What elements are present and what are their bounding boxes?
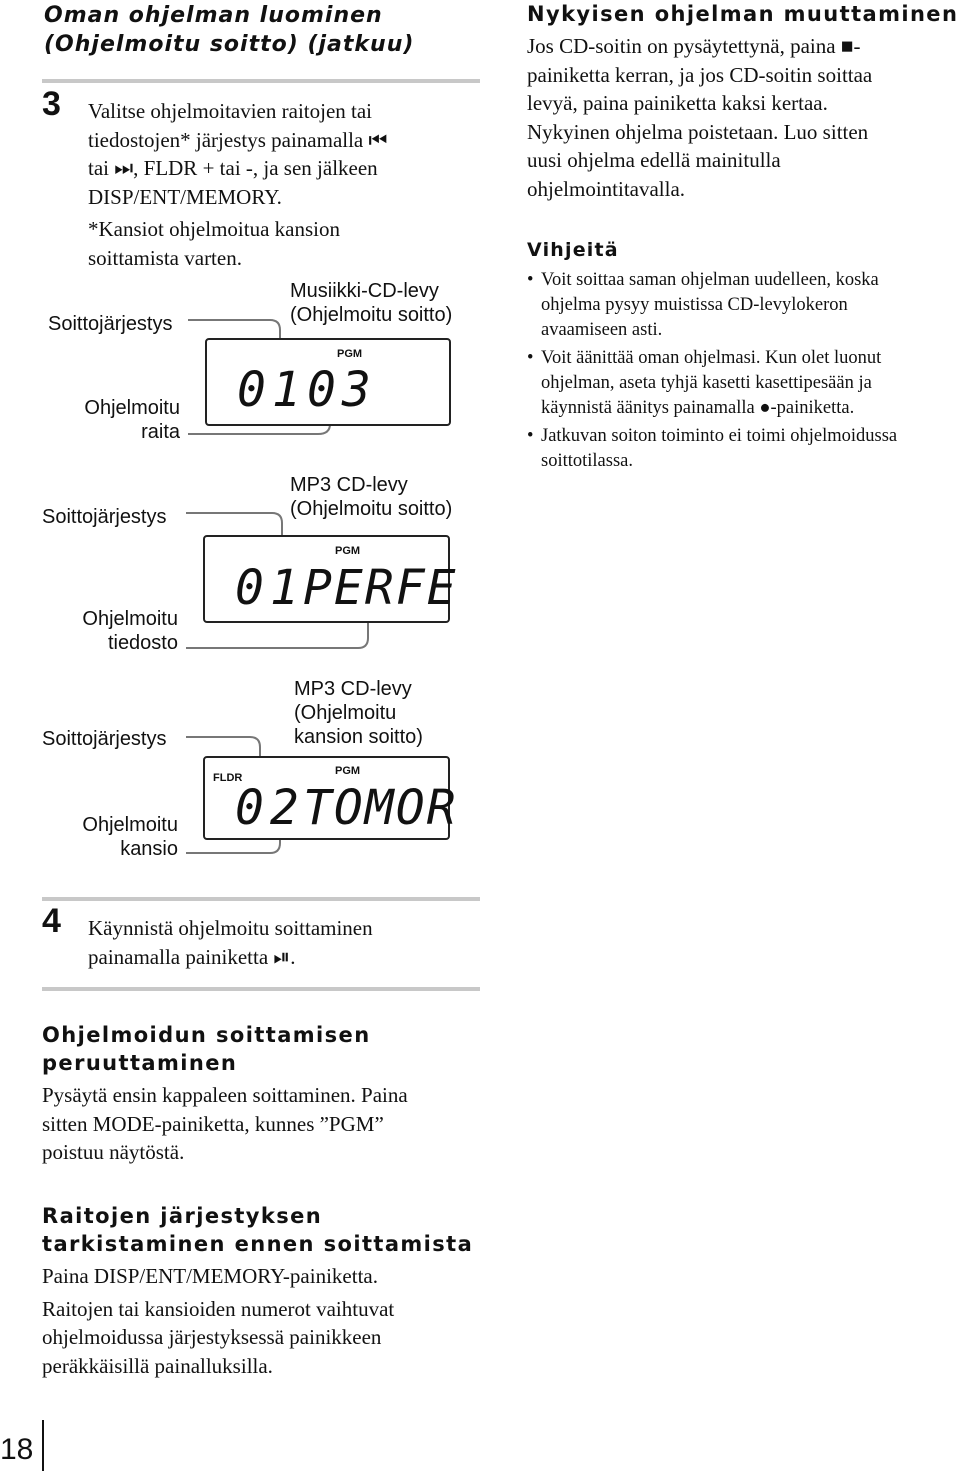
diagram-2-item-label-line: tiedosto — [107, 632, 178, 654]
diagram-1-item-label-line: raita — [141, 421, 180, 443]
diagram-3-item-label — [58, 813, 178, 861]
lcd-display-3 — [203, 756, 458, 840]
step-3-number: 3 — [42, 85, 61, 123]
diagram-1-title — [290, 279, 452, 327]
diagram-2-title — [290, 473, 452, 521]
lcd-characters-right: TOMOR — [303, 780, 458, 836]
diagram-1-item-label — [60, 396, 180, 444]
diagram-2-title-line: (Ohjelmoitu soitto) — [290, 498, 453, 520]
change-body-line: ohjelmointitavalla. — [527, 176, 686, 201]
check-heading-line: tarkistaminen ennen soittamista — [42, 1232, 474, 1256]
tip-line: ohjelma pysyy muistissa CD-levylokeron — [541, 295, 848, 315]
step-4-number: 4 — [42, 902, 61, 940]
section-title-line2: (Ohjelmoitu soitto) (jatkuu) — [44, 32, 415, 57]
tip-line: avaamiseen asti. — [541, 320, 663, 340]
lcd-digits-left: 01 — [237, 362, 307, 418]
diagram-1-item-label-line: Ohjelmoitu — [84, 397, 180, 419]
cancel-body — [42, 1081, 408, 1167]
step-3-line: tai ⏭, FLDR + tai -, ja sen jälkeen — [88, 156, 378, 180]
step-4-line: Käynnistä ohjelmoitu soittaminen — [88, 916, 373, 940]
lcd-digits-left: 02 — [235, 780, 305, 836]
tip-line: käynnistä äänitys painamalla ●-painiketta. — [541, 398, 855, 418]
diagram-3-title-line: (Ohjelmoitu — [294, 702, 397, 724]
tip-item — [527, 424, 955, 474]
pgm-indicator: PGM — [335, 765, 361, 777]
diagram-3-order-label: Soittojärjestys — [42, 728, 167, 750]
lcd-digits-left: 01 — [235, 560, 305, 616]
step-3-line: tiedostojen* järjestys painamalla ⏮ — [88, 127, 388, 152]
diagram-3-item-label-line: kansio — [120, 838, 178, 860]
page-number: 18 — [0, 1433, 34, 1466]
step-3-note: *Kansiot ohjelmoitua kansion — [88, 217, 340, 241]
tip-line: ohjelman, aseta tyhjä kasetti kasettipesään ja — [541, 373, 872, 393]
cancel-heading-line: peruuttaminen — [42, 1051, 238, 1075]
tip-item — [527, 268, 955, 343]
step-3-line: DISP/ENT/MEMORY. — [88, 184, 282, 209]
lcd-display-2 — [203, 535, 458, 623]
step-3-note: soittamista varten. — [88, 245, 242, 270]
tip-line: • Jatkuvan soiton toiminto ei toimi ohjelmoidussa — [541, 426, 898, 446]
diagram-1-title-line: (Ohjelmoitu soitto) — [290, 304, 453, 326]
tip-line: • Voit äänittää oman ohjelmasi. Kun olet luonut — [541, 348, 882, 368]
tips-heading: Vihjeitä — [527, 239, 619, 261]
lcd-digits-right: 03 — [307, 362, 377, 418]
lcd-characters-right: PERFE — [303, 560, 458, 616]
check-heading — [42, 1202, 473, 1258]
change-body-line: levyä, paina painiketta kaksi kertaa. — [527, 91, 828, 115]
cancel-heading — [42, 1021, 371, 1077]
check-body — [42, 1262, 394, 1380]
diagram-2-item-label-line: Ohjelmoitu — [82, 608, 178, 630]
check-body-line: Paina DISP/ENT/MEMORY-painiketta. — [42, 1264, 378, 1288]
cancel-body-line: sitten MODE-painiketta, kunnes ”PGM” — [42, 1111, 384, 1136]
pgm-indicator: PGM — [335, 545, 361, 557]
cancel-body-line: poistuu näytöstä. — [42, 1140, 185, 1164]
change-body-line: Nykyinen ohjelma poistetaan. Luo sitten — [527, 119, 869, 144]
cancel-body-line: Pysäytä ensin kappaleen soittaminen. Paina — [42, 1083, 408, 1107]
diagram-1-order-label: Soittojärjestys — [48, 313, 173, 335]
step-4-text — [88, 914, 373, 971]
diagram-3-title-line: MP3 CD-levy — [294, 678, 412, 700]
tip-item — [527, 346, 955, 421]
change-body-line: uusi ohjelma edellä mainitulla — [527, 148, 781, 172]
diagram-2-item-label — [58, 607, 178, 655]
change-body-line: Jos CD-soitin on pysäytettynä, paina ■- — [527, 34, 861, 58]
step-4-line: painamalla painiketta ⏯. — [88, 944, 296, 969]
check-heading-line: Raitojen järjestyksen — [42, 1204, 323, 1228]
diagram-3-item-label-line: Ohjelmoitu — [82, 814, 178, 836]
check-body-line: peräkkäisillä painalluksilla. — [42, 1353, 273, 1378]
diagram-3-title-line: kansion soitto) — [294, 726, 423, 748]
bottom-rule — [42, 987, 480, 991]
check-body-line: ohjelmoidussa järjestyksessä painikkeen — [42, 1325, 382, 1349]
diagram-3-title — [294, 677, 423, 749]
change-body — [527, 32, 952, 203]
change-heading: Nykyisen ohjelman muuttaminen — [527, 2, 959, 26]
diagram-1-title-line: Musiikki-CD-levy — [290, 280, 439, 302]
tips-list — [527, 268, 955, 474]
lcd-display-1 — [205, 338, 451, 426]
section-title-line1: Oman ohjelman luominen — [44, 3, 383, 28]
cancel-heading-line: Ohjelmoidun soittamisen — [42, 1023, 371, 1047]
diagram-2-order-label: Soittojärjestys — [42, 506, 167, 528]
pgm-indicator: PGM — [337, 348, 363, 360]
step-4-rule — [42, 897, 480, 901]
step-3-line: Valitse ohjelmoitavien raitojen tai — [88, 99, 373, 123]
tip-line: • Voit soittaa saman ohjelman uudelleen, koska — [541, 270, 879, 290]
tip-line: soittotilassa. — [541, 451, 633, 471]
change-body-line: painiketta kerran, ja jos CD-soitin soittaa — [527, 62, 873, 87]
page-number-divider — [42, 1420, 44, 1471]
diagram-2-title-line: MP3 CD-levy — [290, 474, 408, 496]
fldr-indicator: FLDR — [213, 772, 243, 784]
check-body-line: Raitojen tai kansioiden numerot vaihtuvat — [42, 1296, 395, 1321]
